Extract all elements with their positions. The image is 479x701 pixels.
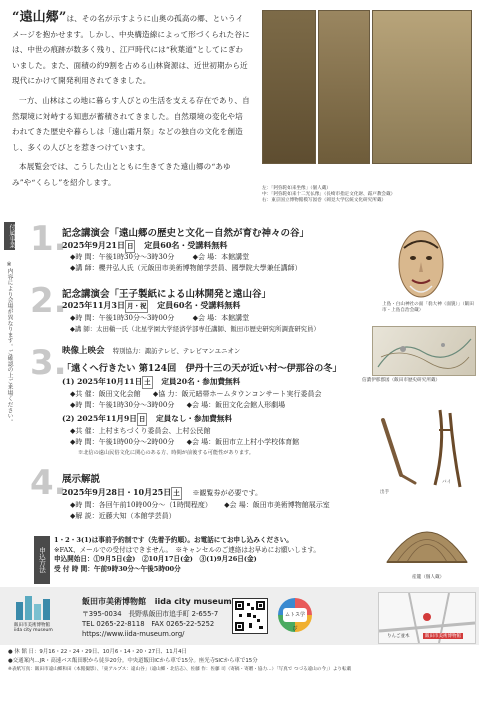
section-3-s1-venue: ◆会 場：飯田文化会館人形劇場: [186, 401, 286, 409]
section-4-speaker: ◆解 説：近藤大知（本館学芸員）: [70, 512, 176, 520]
section-3-number: 3.: [30, 343, 67, 383]
mutos-badge: [278, 598, 312, 632]
section-4-time: ◆時 間：各回午前10時00分～（1時間程度）: [70, 501, 212, 509]
sidebar-note: ※内容により会場が異なります。ご確認の上ご来場ください。: [6, 262, 12, 425]
intro-paragraph-2: 一方、山林はこの地に暮らす人びとの生活を支える存在であり、自然環境に対峙する知恵が蓄積されてきました。自然環境の変化や培われてきた歴史や暮らしは「遠山霜月祭」などの独自の文化を創造し、多くの人びとを惹きつけています。: [12, 95, 250, 152]
photo-credits: ※表紙写真：飯田市遠山郷和田（本館撮影）、「東アルプス：遠山谷」（遠山郷・北信志）、佐藤 作：佐藤 司（寄稿・寄贈・協力…）「写真で つづる遠山の今」）より転載: [8, 667, 352, 672]
application-label: 申込方法: [34, 536, 50, 584]
section-1-dow: 日: [125, 240, 136, 253]
tool-1-caption: 出手: [380, 490, 390, 495]
section-3-s2-date: (2) 2025年11月9日: [62, 414, 137, 423]
application-line-2: ※FAX、メールでの受付はできません。 ※キャンセルのご連絡はお早めにお願いします。: [54, 545, 320, 554]
section-2-time: ◆時 間：午後1時30分～3時00分: [70, 314, 175, 322]
section-4-date: 2025年9月28日・10月25日: [62, 487, 172, 497]
section-2-time-line: [70, 313, 249, 324]
museum-logo: [14, 594, 72, 638]
intro-p1-text: は、その名が示すように山奥の孤高の郷、というイメージを抱かせます。しかし、中央構造線によって形づくられた谷には、中世の痕跡が数多く残り、江戸時代には“秋葉道”としてにぎわいました。また、面積の約9割を占める山林資源は、近世初期から近現代にかけて開発利用されてきました。: [12, 14, 250, 86]
top-captions: [262, 186, 474, 204]
application-line-4: 受 付 時 間：午前9時30分～午後5時00分: [54, 564, 181, 573]
museum-phone: TEL 0265-22-8118 FAX 0265-22-5252: [82, 620, 215, 628]
tool-image: [365, 405, 475, 495]
section-3-s2-time-line: [70, 437, 299, 448]
intro-paragraph-1: [12, 10, 250, 89]
sidebar: [0, 222, 17, 536]
section-1-capacity: 定員60名・受講料無料: [144, 240, 228, 250]
section-4-date-line: [62, 487, 262, 500]
section-4-venue: ◆会 場：飯田市美術博物館展示室: [224, 501, 330, 509]
section-3-heading-line: [62, 346, 240, 357]
noh-mask-caption: 上島・白山神社の面「翁大神（面貌）」（飯田市・上島自治会蔵）: [382, 302, 474, 313]
caption-left: 左：「阿弥陀如来坐像」（個人蔵）: [262, 186, 331, 191]
buddha-scroll-image: [318, 10, 370, 164]
qr-code[interactable]: [232, 598, 268, 634]
old-map-caption: 信濃伊那郡図（飯田市歴史研究所蔵）: [362, 378, 441, 383]
application-line-1: 1・2・3(1)は事前予約制です（先着予約順）。お電話にてお申し込みください。: [54, 536, 293, 544]
section-2-date: 2025年11月3日: [62, 300, 125, 310]
section-3-s2-note: ※北信の遠山民俗文化に関心のある方、時間が前後する可能性があります。: [78, 450, 254, 456]
section-3-s1-coop: ◆協 力：飯元暗帯ホームタウンコンサート実行委員会: [152, 390, 322, 398]
location-map: [378, 592, 476, 644]
section-4-title: 展示解説: [62, 474, 101, 485]
intro-lead: “遠山郷”: [12, 10, 67, 25]
basket-caption: 産籠（個人蔵）: [412, 575, 445, 580]
section-2-speaker: ◆講 師：太田槇一氏（北星学園大学経済学部専任講師、飯田市歴史研究所調査研究員）: [70, 325, 320, 333]
application-body: [54, 536, 320, 574]
section-3-s1-date: (1) 2025年10月11日: [62, 377, 143, 386]
section-3-s2-capacity: 定員なし・参加費無料: [156, 414, 232, 423]
section-3-s1-capacity: 定員20名・参加費無料: [161, 377, 241, 386]
section-4-number: 4.: [30, 463, 67, 503]
section-1-date: 2025年9月21日: [62, 240, 125, 250]
section-3-s2-dow: 日: [137, 413, 148, 426]
section-3-s1-time: ◆時 間：午後1時30分～3時00分: [70, 401, 175, 409]
access-info: ●交通案内…JR・高速バス飯田駅から徒歩20分。中央道飯田ICから車で15分。座光寺SICから車で15分: [8, 658, 258, 664]
mutos-badge-text: ムトス学び: [283, 608, 307, 622]
museum-name-line: [82, 596, 232, 607]
museum-name-ja: 飯田市美術博物館: [82, 597, 146, 606]
closed-days: ● 休 館 日：9月16・22・24・29日、10月6・14・20・27日、11月4日: [8, 649, 187, 655]
section-1-speaker: ◆講 師：櫻井弘人氏（元飯田市美術博物館学芸員、國學院大學兼任講師）: [70, 264, 302, 272]
bottom-notes: [8, 648, 474, 674]
museum-address: 〒395-0034 長野県飯田市追手町 2-655-7: [82, 610, 219, 618]
application-line-3: 申込開始日：①9月5日(金) ②10月17日(金) ③(1)9月26日(金): [54, 555, 257, 564]
section-3-screening-2: [62, 413, 232, 426]
intro-paragraph-3: 本展覧会では、こうした山とともに生きてきた遠山郷の“あゆみ”や“くらし”を紹介します。: [12, 162, 231, 187]
section-2-dow: 月・祝: [125, 300, 149, 313]
caption-middle: 中：「阿弥陀如来十二光仏像」（長崎市指定文化財、霜戸教会蔵）: [262, 192, 396, 197]
section-4-note: ※観覧券が必要です。: [192, 489, 262, 497]
section-3-s1-dow: 土: [142, 376, 153, 389]
section-1-time: ◆時 間：午後1時30分～3時30分: [70, 253, 175, 261]
logo-name-ja: 飯田市美術博物館: [14, 623, 50, 628]
landscape-painting-image: [372, 10, 472, 164]
section-2-venue: ◆会 場：本館講堂: [192, 314, 250, 322]
logo-name-en: iida city museum: [14, 628, 53, 633]
noh-mask-image: [392, 228, 450, 300]
section-3-s1-host-line: [70, 389, 321, 400]
section-1-number: 1.: [30, 219, 67, 259]
section-2-title: 記念講演会「王子製紙による山林開発と遠山谷」: [62, 289, 272, 300]
section-3-s1-host: ◆共 催：飯田文化会館: [70, 390, 141, 398]
section-3-s2-host: ◆共 催：上村まちづくり委員会、上村公民館: [70, 427, 211, 435]
section-3-s1-time-line: [70, 400, 285, 411]
museum-info: [82, 596, 232, 639]
section-3-s2-time: ◆時 間：午後1時00分～2時00分: [70, 438, 175, 446]
section-4-dow: 土: [171, 487, 182, 500]
application-box: [34, 536, 374, 584]
old-map-image: [372, 326, 476, 376]
buddha-painting-image: [262, 10, 316, 164]
section-1-time-line: [70, 252, 249, 263]
basket-image: [382, 512, 472, 570]
section-2-capacity: 定員60名・受講料無料: [157, 300, 241, 310]
section-1-venue: ◆会 場：本館講堂: [192, 253, 250, 261]
section-2-number: 2.: [30, 281, 67, 321]
caption-right: 右：東京国立博物館模写図巻（岡見大学伝統文化研究所蔵）: [262, 198, 387, 203]
section-3-title: 「遠くへ行きたい 第124回 伊丹十三の天が近い村～伊那谷の冬」: [62, 363, 342, 374]
sidebar-tag: 付属事業: [4, 222, 15, 250]
section-3-screening-1: [62, 376, 240, 389]
section-2-date-line: [62, 300, 240, 313]
section-1-title: 記念講演会「遠山郷の歴史と文化－自然が育む神々の谷」: [62, 228, 310, 239]
section-3-sponsor: 特別協力：諏訪テレビ、テレビマンユニオン: [112, 347, 241, 355]
section-3-s2-venue: ◆会 場：飯田市立上村小学校体育館: [186, 438, 300, 446]
museum-name-en: iida city museum: [154, 597, 232, 606]
map-ringo-label: りんご並木: [387, 634, 410, 639]
museum-url[interactable]: https://www.iida-museum.org/: [82, 630, 185, 638]
section-4-time-line: [70, 500, 330, 511]
section-3-heading: 映像上映会: [62, 346, 105, 356]
tool-2-caption: バイ: [442, 480, 452, 485]
map-museum-label: 飯田市美術博物館: [425, 634, 461, 639]
intro-text: [12, 10, 250, 195]
